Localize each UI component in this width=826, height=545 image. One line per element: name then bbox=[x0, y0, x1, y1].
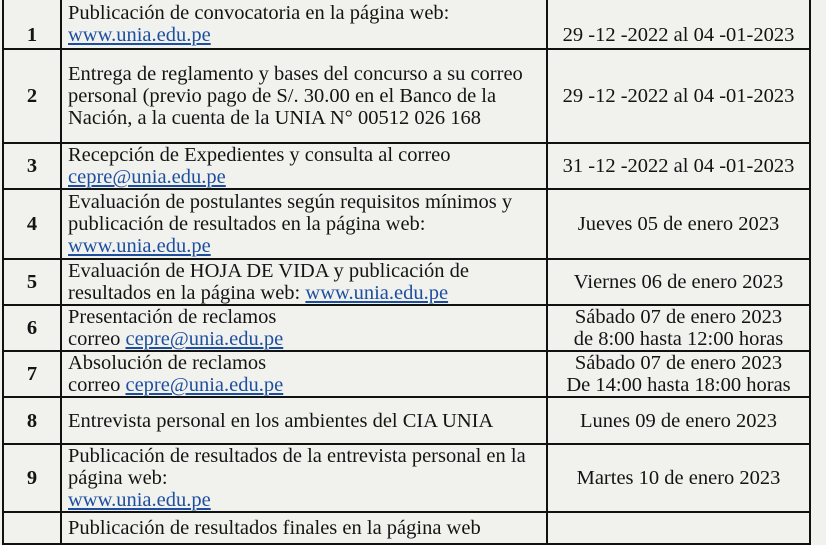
date-cell: Martes 10 de enero 2023 bbox=[547, 444, 810, 512]
date-cell: Viernes 06 de enero 2023 bbox=[547, 259, 810, 305]
activity-cell bbox=[61, 189, 547, 259]
email-prefix: correo bbox=[68, 328, 121, 350]
website-link[interactable]: www.unia.edu.pe bbox=[68, 235, 211, 257]
row-number: 8 bbox=[3, 397, 61, 444]
row-number bbox=[3, 512, 61, 544]
activity-cell bbox=[61, 0, 547, 49]
row-number: 4 bbox=[3, 189, 61, 259]
row-number: 6 bbox=[3, 305, 61, 351]
row-number: 9 bbox=[3, 444, 61, 512]
website-link[interactable]: www.unia.edu.pe bbox=[68, 24, 211, 46]
date-line-2: de 8:00 hasta 12:00 horas bbox=[573, 328, 784, 350]
activity-text: Evaluación de HOJA DE VIDA y publicación de resultados en la página web: bbox=[68, 260, 469, 304]
activity-cell bbox=[61, 444, 547, 512]
activity-text: Recepción de Expedientes y consulta al correo bbox=[68, 144, 451, 166]
website-link[interactable]: www.unia.edu.pe bbox=[68, 489, 211, 511]
activity-text: Presentación de reclamos bbox=[68, 306, 277, 328]
table-row bbox=[3, 143, 810, 189]
activity-cell bbox=[61, 143, 547, 189]
date-line-1: Sábado 07 de enero 2023 bbox=[574, 306, 783, 328]
table-row bbox=[3, 351, 810, 397]
date-cell: Lunes 09 de enero 2023 bbox=[547, 397, 810, 444]
row-number: 2 bbox=[3, 49, 61, 143]
row-number: 5 bbox=[3, 259, 61, 305]
email-link[interactable]: cepre@unia.edu.pe bbox=[125, 328, 284, 350]
activity-cell bbox=[61, 259, 547, 305]
table-row bbox=[3, 397, 810, 444]
activity-text: Publicación de convocatoria en la página web: bbox=[68, 2, 450, 24]
date-cell: 31 -12 -2022 al 04 -01-2023 bbox=[547, 143, 810, 189]
date-cell bbox=[547, 305, 810, 351]
activity-text: Publicación de resultados de la entrevista personal en la página web: bbox=[68, 445, 526, 489]
date-cell bbox=[547, 512, 810, 544]
date-cell: 29 -12 -2022 al 04 -01-2023 bbox=[547, 49, 810, 143]
activity-text: Absolución de reclamos bbox=[68, 352, 267, 374]
activity-cell bbox=[61, 305, 547, 351]
row-number: 3 bbox=[3, 143, 61, 189]
table-row bbox=[3, 189, 810, 259]
table-row bbox=[3, 512, 810, 544]
activity-cell bbox=[61, 351, 547, 397]
date-line-1: Sábado 07 de enero 2023 bbox=[574, 352, 783, 374]
table-row bbox=[3, 305, 810, 351]
email-link[interactable]: cepre@unia.edu.pe bbox=[125, 374, 284, 396]
website-link[interactable]: www.unia.edu.pe bbox=[305, 282, 449, 304]
date-cell bbox=[547, 351, 810, 397]
row-number: 7 bbox=[3, 351, 61, 397]
activity-cell: Entrevista personal en los ambientes del CIA UNIA bbox=[61, 397, 547, 444]
table-row bbox=[3, 444, 810, 512]
date-line-2: De 14:00 hasta 18:00 horas bbox=[566, 374, 791, 396]
email-link[interactable]: cepre@unia.edu.pe bbox=[68, 166, 226, 188]
activity-cell: Entrega de reglamento y bases del concurso a su correo personal (previo pago de S/. 30.00 en el Banco de la Nación, a la cuenta de la UNIA N° 00512 026 168 bbox=[61, 49, 547, 143]
table-row bbox=[3, 0, 810, 49]
table-row bbox=[3, 259, 810, 305]
date-cell: Jueves 05 de enero 2023 bbox=[547, 189, 810, 259]
row-number: 1 bbox=[3, 0, 61, 49]
table-row bbox=[3, 49, 810, 143]
activity-cell: Publicación de resultados finales en la página web bbox=[61, 512, 547, 544]
schedule-table bbox=[2, 0, 811, 545]
activity-text: Evaluación de postulantes según requisitos mínimos y publicación de resultados en la página web: bbox=[68, 191, 513, 235]
email-prefix: correo bbox=[68, 374, 121, 396]
date-cell: 29 -12 -2022 al 04 -01-2023 bbox=[547, 0, 810, 49]
